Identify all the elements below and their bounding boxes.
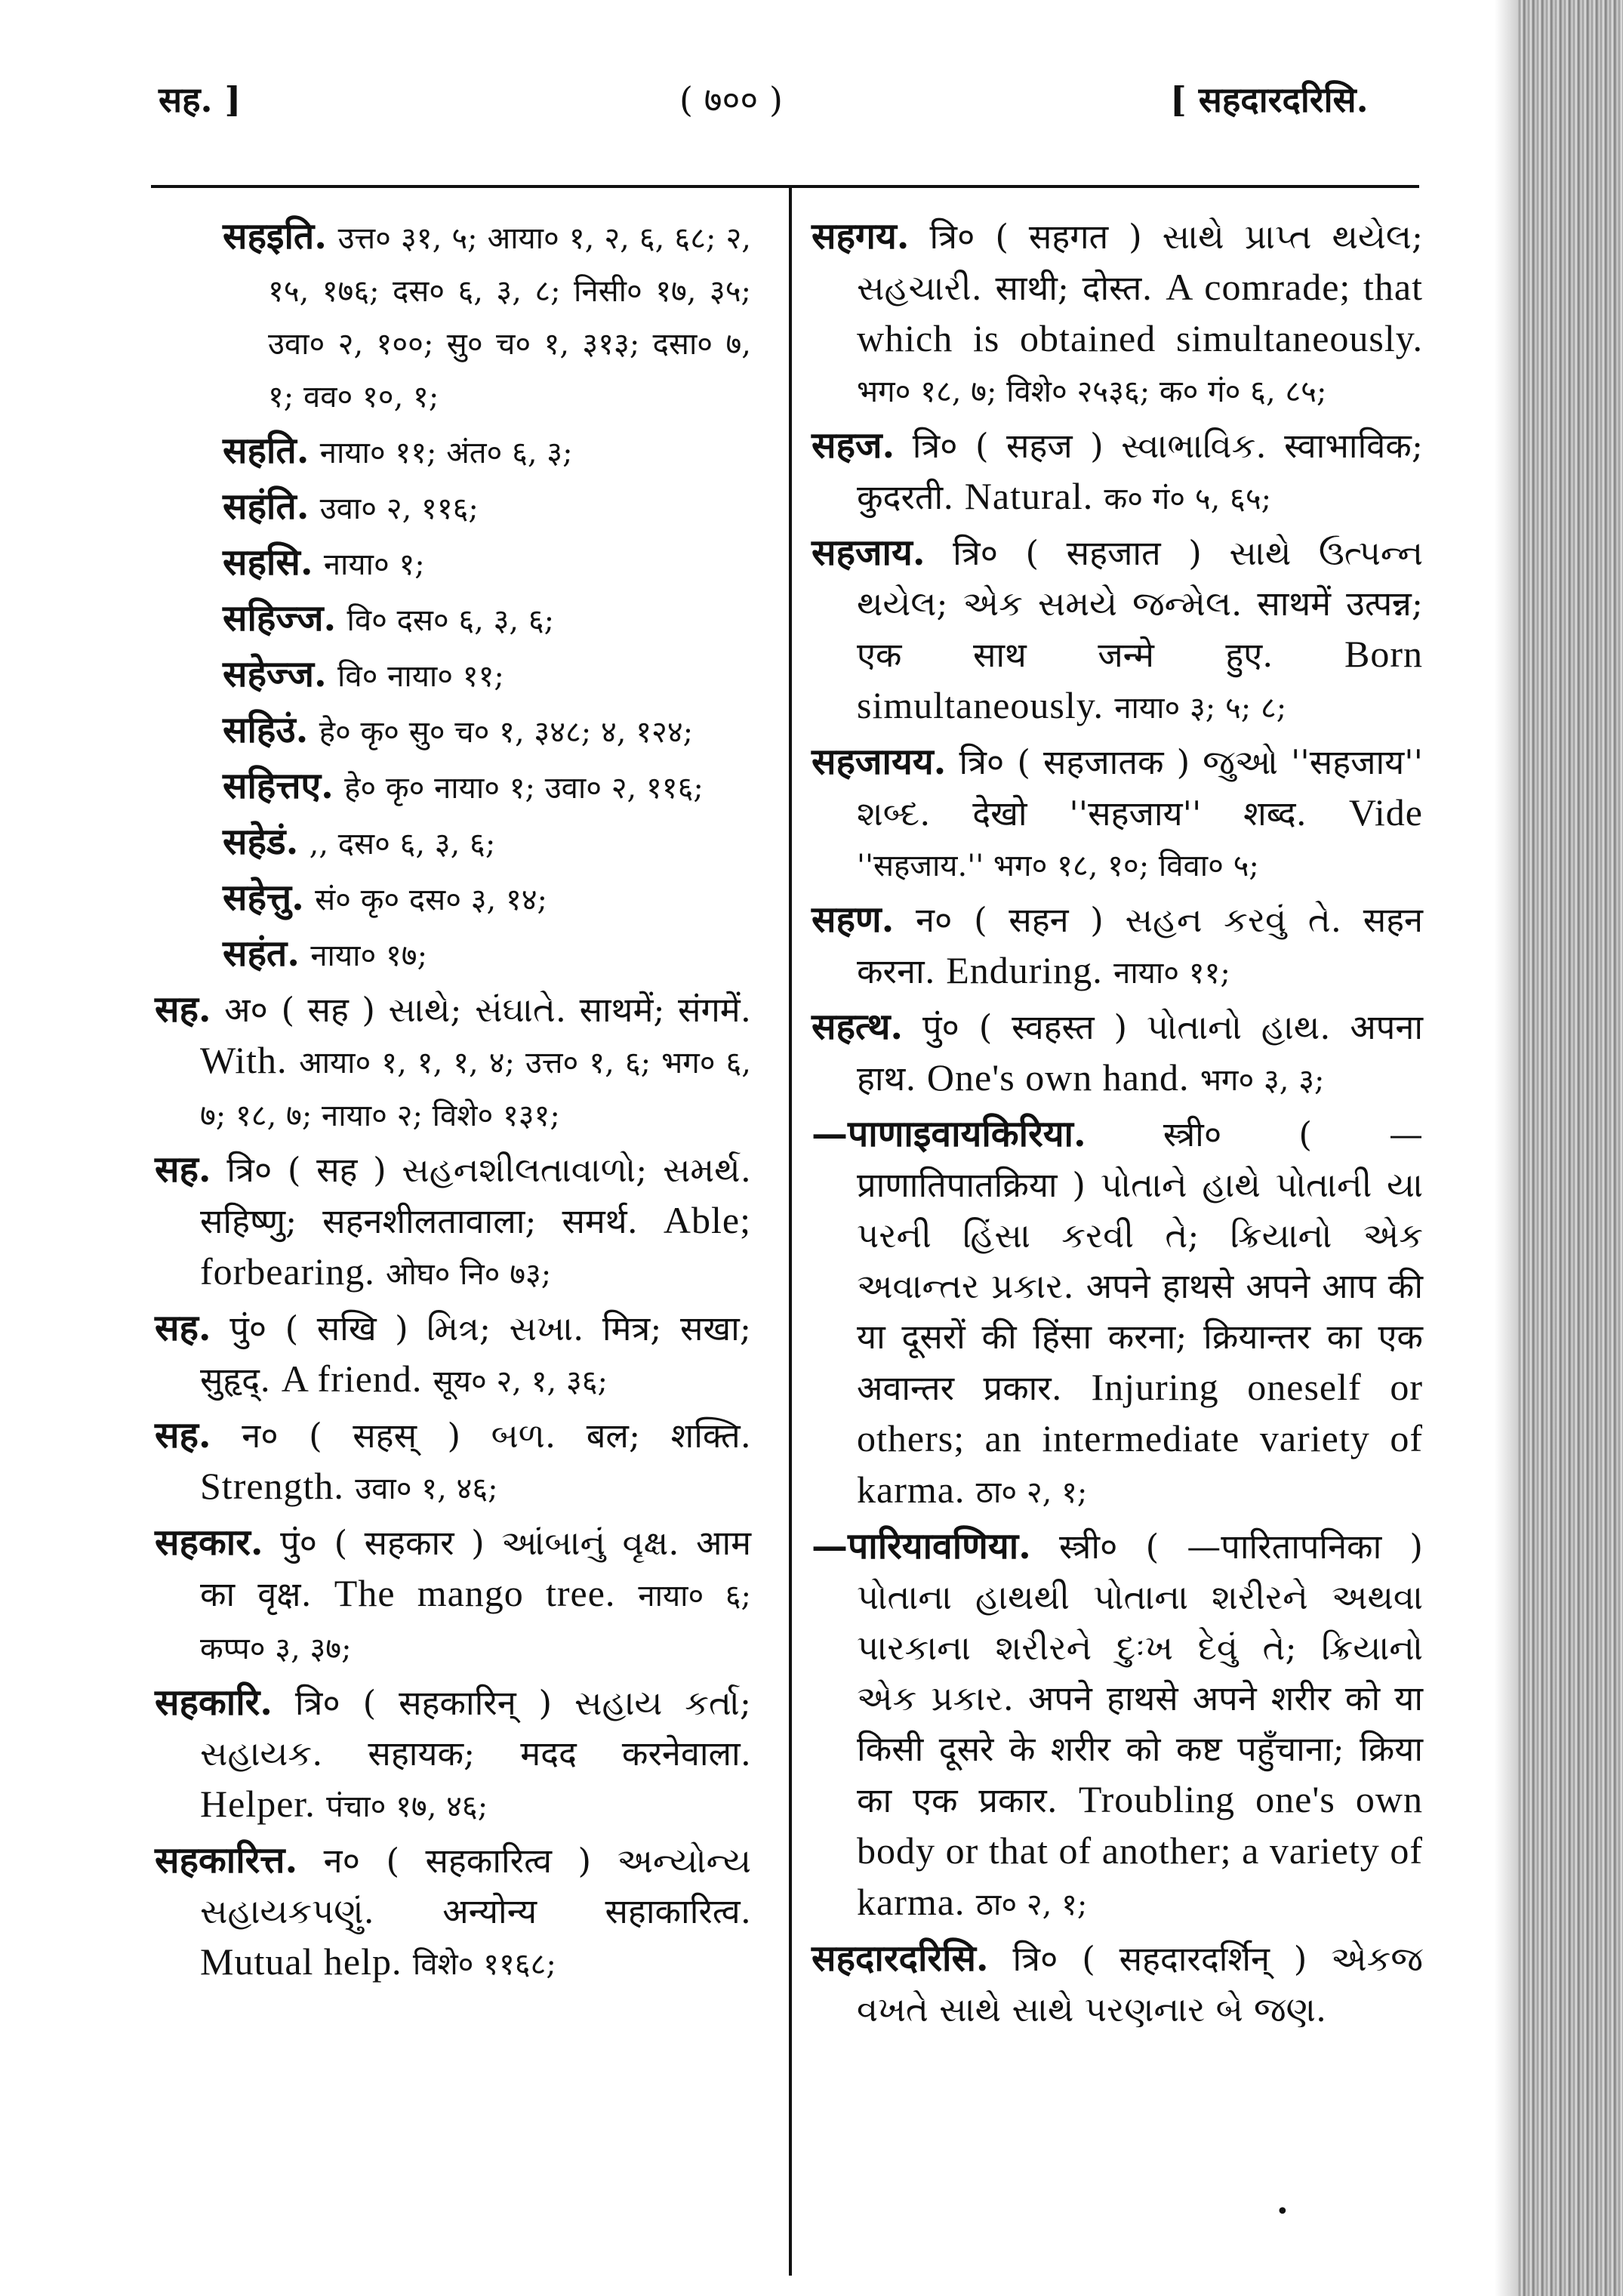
entry-definition: त्रि० ( सहकारिन् ) સહાય કર્તા; સહાયક. सहायक; मदद करनेवाला. bbox=[200, 1683, 751, 1774]
entry-headword: सहित्तए. bbox=[223, 765, 334, 807]
dictionary-entry bbox=[155, 761, 751, 814]
entry-english-gloss: Injuring oneself or others; an intermediate variety of karma. bbox=[857, 1366, 1423, 1511]
dictionary-entry bbox=[155, 211, 751, 423]
entry-definition: न० ( सहस् ) બળ. बल; शक्ति. bbox=[242, 1416, 751, 1456]
entry-references: ठा० २, १; bbox=[975, 1888, 1088, 1922]
entry-headword: सहइति. bbox=[223, 215, 328, 257]
entry-definition: अ० ( सह ) સાથે; સંઘાતે. साथमें; संगमें. bbox=[224, 990, 751, 1030]
left-column bbox=[155, 211, 751, 1993]
dictionary-entry bbox=[155, 929, 751, 982]
entry-definition: पुं० ( स्वहस्त ) પોતાનો હાથ. अपना हाथ. bbox=[857, 1007, 1423, 1099]
entry-english-gloss: Troubling one's own body or that of another; a variety of karma. bbox=[857, 1778, 1423, 1923]
entry-references: उवा० २, ११६; bbox=[319, 492, 479, 526]
entry-references: वि० नाया० ११; bbox=[337, 659, 504, 694]
entry-definition: त्रि० ( सहज ) સ્વાભાવિક. स्वाभाविक; कुदरती. bbox=[857, 426, 1423, 517]
entry-headword: सहजायय. bbox=[812, 741, 947, 783]
entry-definition: न० ( सहकारित्व ) અન્યોન્ય સહાયકપણું. अन्योन्य सहाकारित्व. bbox=[200, 1841, 751, 1931]
entry-definition: स्त्री० ( —प्राणातिपातक्रिया ) પોતાને હાથે પોતાની યા પરની હિંસા કરવી તે; ક્રિયાનો એક અવાન્તર પ્રકાર. अपने हाथसे अपने आप की या दूसरों की हिंसा करना; क्रियान्तर का एक अवान्तर प्रकार. bbox=[857, 1114, 1423, 1408]
entry-references: भग० ३, ३; bbox=[1200, 1063, 1325, 1098]
entry-headword: सहेत्तु. bbox=[223, 877, 304, 919]
dictionary-entry bbox=[812, 1934, 1423, 2035]
entry-headword: सहति. bbox=[223, 430, 310, 472]
entry-headword: सह. bbox=[155, 1414, 211, 1456]
dictionary-entry bbox=[155, 1518, 751, 1675]
entry-references: ,, दस० ६, ३, ६; bbox=[309, 827, 496, 861]
entry-headword: सह. bbox=[155, 988, 211, 1031]
entry-definition: त्रि० ( सहजात ) સાથે ઉત્પન્ન થયેલ; એક સમયે જન્મેલ. साथमें उत्पन्न; एक साथ जन्मे हुए. bbox=[857, 533, 1423, 675]
entry-references: उत्त० ३१, ५; आया० १, २, ६, ६८; २, १५, १७६; दस० ६, ३, ८; निसी० १७, ३५; उवा० २, १००; सु० च० १, ३१३; दसा० ७, १; वव० १०, १; bbox=[268, 221, 752, 415]
dictionary-entry bbox=[155, 873, 751, 926]
entry-references: क० गं० ५, ६५; bbox=[1104, 482, 1272, 516]
entry-headword: सहंति. bbox=[223, 485, 310, 528]
dictionary-entry bbox=[155, 593, 751, 646]
dictionary-entry bbox=[812, 1521, 1423, 1931]
entry-headword: सहेज्ज. bbox=[223, 653, 327, 695]
dictionary-entry bbox=[155, 482, 751, 535]
dictionary-entry bbox=[155, 1678, 751, 1832]
header-rule bbox=[151, 185, 1419, 188]
entry-english-gloss: Able; forbearing. bbox=[200, 1199, 751, 1293]
entry-references: सं० कृ० दस० ३, १४; bbox=[315, 883, 548, 917]
dictionary-entry bbox=[155, 426, 751, 479]
entry-references: ''सहजाय.'' भग० १८, १०; विवा० ५; bbox=[857, 849, 1259, 883]
page-edge-shadow bbox=[1517, 0, 1623, 2296]
dictionary-entry bbox=[155, 817, 751, 870]
dictionary-entry bbox=[812, 737, 1423, 892]
dictionary-entry bbox=[155, 538, 751, 590]
dictionary-entry bbox=[155, 649, 751, 702]
entry-references: वि० दस० ६, ३, ६; bbox=[346, 603, 555, 638]
entry-references: आया० १, १, १, ४; उत्त० १, ६; भग० ६, ७; १८, ७; नाया० २; विशे० १३१; bbox=[200, 1046, 751, 1133]
entry-references: नाया० १; bbox=[323, 547, 425, 582]
entry-definition: त्रि० ( सह ) સહનશીલતાવાળો; સમર્થ. सहिष्णु; सहनशीलतावाला; समर्थ. bbox=[200, 1150, 751, 1241]
entry-english-gloss: Vide bbox=[1348, 791, 1424, 834]
header-left-guide-word: सह. ] bbox=[159, 79, 242, 120]
entry-headword: सह. bbox=[155, 1307, 211, 1349]
entry-headword: सहिज्ज. bbox=[223, 597, 337, 639]
entry-english-gloss: Helper. bbox=[200, 1783, 316, 1825]
entry-english-gloss: With. bbox=[200, 1039, 288, 1081]
dictionary-entry bbox=[812, 895, 1423, 999]
entry-references: पंचा० १७, ४६; bbox=[326, 1789, 488, 1824]
entry-headword: सहकारित्त. bbox=[155, 1839, 298, 1881]
entry-headword: —पारियावणिया. bbox=[812, 1525, 1031, 1567]
entry-definition: न० ( सहन ) સહન કરવું તે. सहन करना. bbox=[857, 900, 1423, 991]
entry-headword: सहसि. bbox=[223, 541, 313, 584]
dictionary-entry bbox=[155, 1303, 751, 1407]
ink-dot: • bbox=[1276, 2199, 1289, 2225]
entry-headword: सहण. bbox=[812, 898, 895, 941]
entry-headword: सहज. bbox=[812, 424, 895, 467]
entry-english-gloss: Mutual help. bbox=[200, 1940, 402, 1983]
entry-definition: त्रि० ( सहजातक ) જુઓ ''सहजाय'' શબ્દ. देखो ''सहजाय'' शब्द. bbox=[857, 742, 1423, 834]
entry-definition: पुं० ( सखि ) મિત્ર; સખા. मित्र; सखा; सुहृद्. bbox=[200, 1308, 751, 1400]
entry-references: नाया० ३; ५; ८; bbox=[1114, 691, 1287, 726]
entry-headword: —पाणाइवायकिरिया. bbox=[812, 1113, 1086, 1155]
dictionary-entry bbox=[155, 1835, 751, 1990]
entry-english-gloss: Natural. bbox=[964, 475, 1094, 517]
right-column bbox=[812, 211, 1423, 2038]
entry-definition: पुं० ( सहकार ) આંબાનું વૃક્ષ. आम का वृक्ष. bbox=[200, 1523, 751, 1614]
entry-definition: त्रि० ( सहगत ) સાથે પ્રાપ્ત થયેલ; સહચારી. साथी; दोस्त. bbox=[857, 217, 1423, 308]
dictionary-entry bbox=[812, 211, 1423, 418]
dictionary-entry bbox=[812, 421, 1423, 525]
dictionary-entry bbox=[155, 1410, 751, 1515]
entry-headword: सहजाय. bbox=[812, 532, 925, 574]
entry-english-gloss: Enduring. bbox=[946, 949, 1103, 991]
entry-headword: सहदारदरिसि. bbox=[812, 1937, 989, 1980]
entry-headword: सहगय. bbox=[812, 215, 910, 257]
entry-english-gloss: A comrade; that which is obtained simultaneously. bbox=[857, 266, 1423, 359]
entry-references: ठा० २, १; bbox=[975, 1475, 1088, 1510]
entry-headword: सहंत. bbox=[223, 932, 300, 975]
page-header bbox=[0, 76, 1434, 136]
dictionary-entry bbox=[812, 528, 1423, 734]
entry-definition: त्रि० ( सहदारदर्शिन् ) એકજ વખતે સાથે સાથે પરણનાર બે જણ. bbox=[857, 1939, 1423, 2029]
entry-headword: सह. bbox=[155, 1148, 211, 1191]
entry-english-gloss: A friend. bbox=[281, 1358, 423, 1400]
dictionary-entry bbox=[812, 1109, 1423, 1518]
entry-references: हे० कृ० नाया० १; उवा० २, ११६; bbox=[344, 771, 704, 806]
entry-references: भग० १८, ७; विशे० २५३६; क० गं० ६, ८५; bbox=[857, 374, 1327, 409]
entry-headword: सहकारि. bbox=[155, 1681, 273, 1724]
entry-references: नाया० ११; अंत० ६, ३; bbox=[319, 436, 573, 470]
entry-english-gloss: Strength. bbox=[200, 1465, 344, 1507]
dictionary-entry bbox=[812, 1002, 1423, 1106]
entry-references: उवा० १, ४६; bbox=[355, 1472, 498, 1506]
entry-headword: सहेडं. bbox=[223, 821, 299, 863]
page-number: ( ७०० ) bbox=[679, 79, 783, 120]
entry-headword: सहिउं. bbox=[223, 709, 309, 751]
entry-english-gloss: The mango tree. bbox=[334, 1572, 616, 1614]
entry-references: ओघ० नि० ७३; bbox=[386, 1257, 552, 1292]
header-right-guide-word: [ सहदारदरिसि. bbox=[1170, 79, 1369, 120]
entry-definition: स्त्री० ( —पारितापनिका ) પોતાના હાથથી પોતાના શરીરને અથવા પારકાના શરીરને દુઃખ દેવું તે; ક્રિયાનો એક પ્રકાર. अपने हाथसे अपने शरीर को या किसी दूसरे के शरीर को कष्ट पहुँचाना; क्रिया का एक प्रकार. bbox=[857, 1527, 1423, 1820]
entry-english-gloss: Born simultaneously. bbox=[857, 633, 1423, 726]
entry-references: नाया० ६; कप्प० ३, ३७; bbox=[200, 1579, 752, 1666]
column-divider bbox=[789, 188, 792, 2276]
entry-references: सूय० २, १, ३६; bbox=[433, 1364, 608, 1399]
entry-references: नाया० ११; bbox=[1113, 956, 1230, 991]
entry-headword: सहत्थ. bbox=[812, 1006, 904, 1048]
entry-english-gloss: One's own hand. bbox=[926, 1056, 1190, 1099]
entry-references: नाया० १७; bbox=[310, 938, 428, 973]
dictionary-entry bbox=[155, 1145, 751, 1300]
entry-references: विशे० ११६८; bbox=[412, 1947, 556, 1982]
entry-references: हे० कृ० सु० च० १, ३४८; ४, १२४; bbox=[319, 715, 694, 750]
entry-headword: सहकार. bbox=[155, 1521, 263, 1564]
dictionary-entry bbox=[155, 985, 751, 1142]
dictionary-entry bbox=[155, 705, 751, 758]
